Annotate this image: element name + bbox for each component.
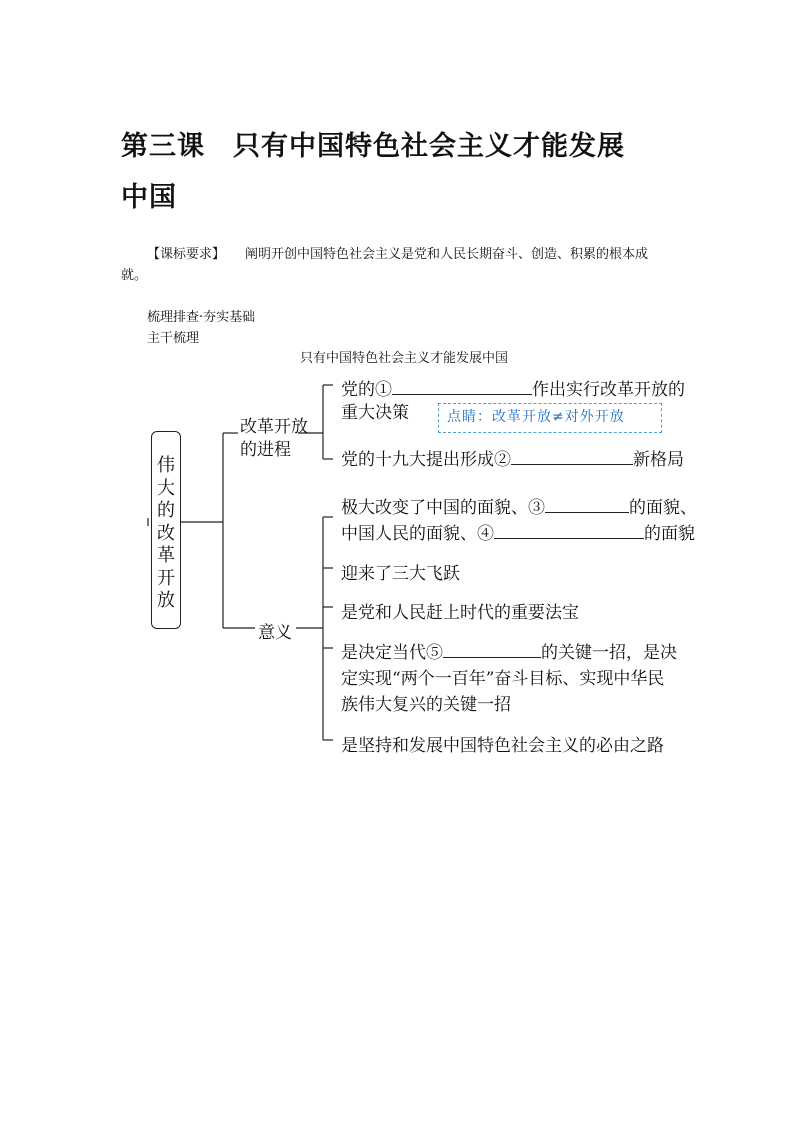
section-subheading: 主干梳理 <box>147 331 200 346</box>
branch2-item4-prefix: 是决定当代⑤ <box>341 643 443 663</box>
branch1-item2 <box>341 445 684 470</box>
branch1-item1-line2: 重大决策 <box>341 403 409 423</box>
branch2-item1-line1 <box>341 493 697 518</box>
root-node-label <box>153 455 179 613</box>
root-char: 革 <box>157 545 175 566</box>
root-char: 大 <box>157 477 175 499</box>
branch1-label-line2: 的进程 <box>240 440 291 460</box>
branch2-item1-suffix2: 的面貌 <box>644 524 695 544</box>
diagram-caption: 只有中国特色社会主义才能发展中国 <box>300 351 509 366</box>
root-char: 开 <box>157 567 175 589</box>
branch2-item4-suffix: 的关键一招，是决 <box>541 643 677 663</box>
branch2-item4-line1 <box>341 638 677 663</box>
requirement-text-line2: 就。 <box>121 268 148 283</box>
root-char: 的 <box>157 500 175 521</box>
branch2-item5: 是坚持和发展中国特色社会主义的必由之路 <box>341 736 664 756</box>
branch1-item2-prefix: 党的十九大提出形成② <box>341 450 511 470</box>
branch1-item1-suffix: 作出实行改革开放的 <box>532 380 685 400</box>
blank-1[interactable] <box>392 380 532 395</box>
branch1-item1-line1 <box>341 375 685 400</box>
root-char: 放 <box>157 590 175 611</box>
branch2-item4-line3: 族伟大复兴的关键一招 <box>341 695 511 715</box>
requirement-tag: 【课标要求】 <box>147 247 226 262</box>
branch2-item1-line2 <box>341 519 695 544</box>
blank-2[interactable] <box>511 450 633 465</box>
root-char: 伟 <box>157 455 175 476</box>
page-title-line2: 中国 <box>121 182 177 213</box>
branch2-label: 意义 <box>258 623 292 643</box>
branch1-item1-prefix: 党的① <box>341 380 392 400</box>
branch2-item1-prefix: 极大改变了中国的面貌、③ <box>341 498 545 518</box>
blank-3[interactable] <box>545 498 629 513</box>
branch1-item2-suffix: 新格局 <box>633 450 684 470</box>
branch2-item1-prefix2: 中国人民的面貌、④ <box>341 524 494 544</box>
blank-5[interactable] <box>443 643 541 658</box>
branch2-item1-suffix: 的面貌、 <box>629 498 697 518</box>
section-heading: 梳理排查·夯实基础 <box>147 310 256 325</box>
tip-box: 点睛：改革开放≠对外开放 <box>438 403 662 433</box>
requirement-text-line1: 阐明开创中国特色社会主义是党和人民长期奋斗、创造、积累的根本成 <box>245 247 649 262</box>
branch1-label-line1: 改革开放 <box>240 417 308 437</box>
blank-4[interactable] <box>494 524 644 539</box>
page-title-line1: 第三课 只有中国特色社会主义才能发展 <box>121 131 625 162</box>
root-char: 改 <box>157 522 175 544</box>
branch2-item3: 是党和人民赶上时代的重要法宝 <box>341 603 579 623</box>
branch2-item2: 迎来了三大飞跃 <box>341 564 460 584</box>
branch2-item4-line2: 定实现“两个一百年”奋斗目标、实现中华民 <box>341 669 665 689</box>
